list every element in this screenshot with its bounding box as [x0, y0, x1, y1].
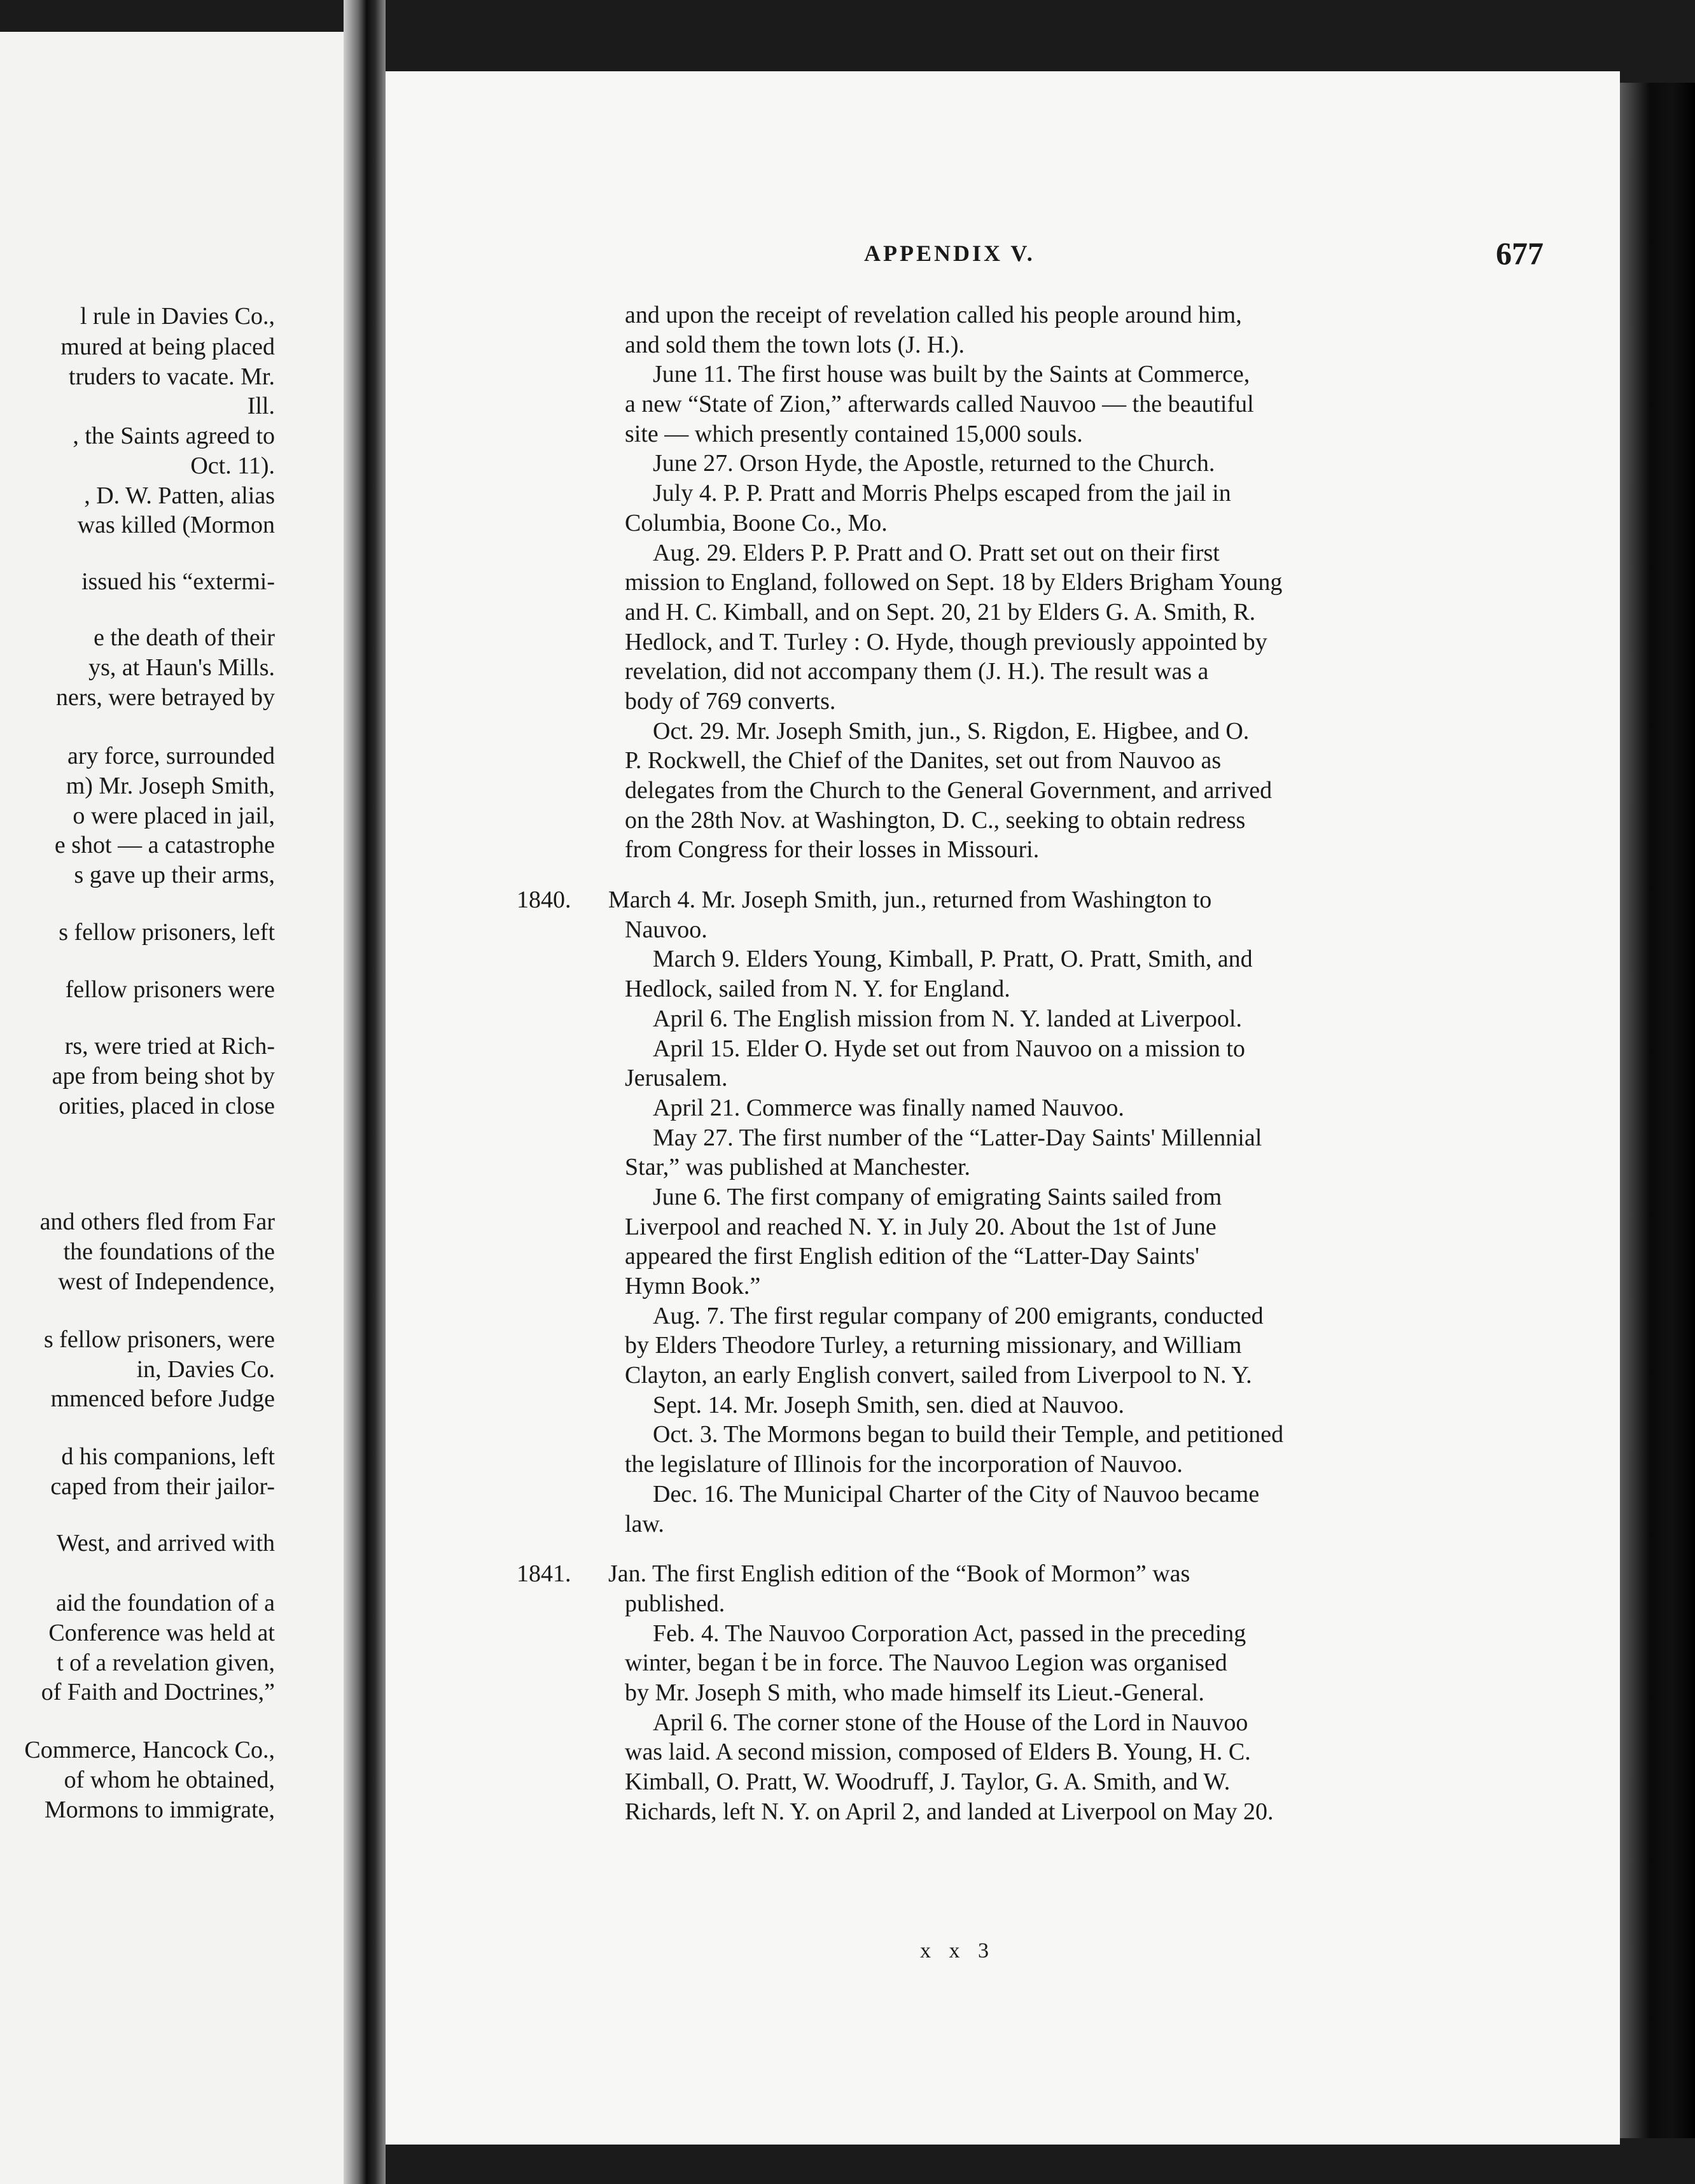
line-text: by Elders Theodore Turley, a returning missionary, and William: [625, 1332, 1242, 1359]
text-line: [386, 1737, 1620, 1767]
text-line: [386, 1271, 1620, 1301]
line-text: Oct. 3. The Mormons began to build their Temple, and petitioned: [653, 1421, 1284, 1448]
left-page-line: the foundations of the: [63, 1238, 275, 1265]
line-text: June 11. The first house was built by the Saints at Commerce,: [653, 361, 1250, 388]
left-page-line: caped from their jailor-: [50, 1473, 275, 1500]
text-line: [386, 915, 1620, 945]
line-text: published.: [625, 1590, 725, 1617]
line-text: Feb. 4. The Nauvoo Corporation Act, passed in the preceding: [653, 1620, 1246, 1647]
line-text: Nauvoo.: [625, 916, 708, 943]
line-text: Aug. 7. The first regular company of 200 emigrants, conducted: [653, 1302, 1264, 1329]
left-page-line: mured at being placed: [60, 333, 275, 360]
page-edge: [1620, 83, 1695, 2138]
text-line: [386, 1767, 1620, 1797]
text-line: [386, 1182, 1620, 1212]
left-page-line: s fellow prisoners, left: [59, 919, 275, 946]
line-text: P. Rockwell, the Chief of the Danites, set out from Nauvoo as: [625, 747, 1222, 774]
left-page-line: Conference was held at: [48, 1620, 275, 1646]
line-text: April 15. Elder O. Hyde set out from Nauvoo on a mission to: [653, 1035, 1245, 1062]
line-text: July 4. P. P. Pratt and Morris Phelps escaped from the jail in: [653, 480, 1231, 507]
left-page-line: Oct. 11).: [190, 452, 275, 479]
left-page-line: was killed (Mormon: [77, 512, 275, 538]
text-line: [386, 538, 1620, 568]
line-text: March 9. Elders Young, Kimball, P. Pratt, O. Pratt, Smith, and: [653, 946, 1253, 973]
text-line: [386, 1212, 1620, 1242]
text-line: [386, 776, 1620, 806]
left-page-line: l rule in Davies Co.,: [80, 303, 275, 330]
left-page-line: m) Mr. Joseph Smith,: [66, 773, 275, 799]
left-page-line: , the Saints agreed to: [73, 423, 275, 449]
line-text: Kimball, O. Pratt, W. Woodruff, J. Taylor, G. A. Smith, and W.: [625, 1768, 1231, 1795]
left-page-line: d his companions, left: [61, 1443, 275, 1470]
left-page-line: o were placed in jail,: [73, 802, 275, 829]
signature-mark: x x 3: [920, 1939, 995, 1963]
line-text: Richards, left N. Y. on April 2, and landed at Liverpool on May 20.: [625, 1798, 1274, 1825]
text-line: [386, 806, 1620, 836]
text-line: [386, 419, 1620, 449]
line-text: April 6. The English mission from N. Y. landed at Liverpool.: [653, 1005, 1242, 1032]
text-line: [386, 717, 1620, 746]
line-text: and upon the receipt of revelation called his people around him,: [625, 302, 1242, 328]
left-page-line: issued his “extermi-: [81, 568, 275, 595]
text-line: [386, 627, 1620, 657]
text-line: [386, 330, 1620, 360]
line-text: body of 769 converts.: [625, 687, 836, 715]
left-page-line: e shot — a catastrophe: [54, 832, 275, 858]
text-line: [386, 687, 1620, 717]
left-page-line: ys, at Haun's Mills.: [88, 654, 275, 681]
left-page-line: Ill.: [247, 393, 275, 419]
text-line: [386, 598, 1620, 627]
text-line: [386, 360, 1620, 389]
text-line: [386, 1242, 1620, 1271]
body-text: [386, 300, 1620, 1826]
line-text: April 6. The corner stone of the House of the Lord in Nauvoo: [653, 1709, 1248, 1736]
text-line: [386, 1708, 1620, 1738]
line-text: by Mr. Joseph S mith, who made himself its Lieut.-General.: [625, 1679, 1204, 1706]
line-text: and sold them the town lots (J. H.).: [625, 331, 965, 358]
left-page-line: s fellow prisoners, were: [43, 1326, 275, 1353]
text-line: [386, 1797, 1620, 1827]
text-line: [386, 974, 1620, 1004]
line-text: Sept. 14. Mr. Joseph Smith, sen. died at Nauvoo.: [653, 1391, 1124, 1418]
left-page-line: orities, placed in close: [59, 1093, 275, 1119]
text-line: [386, 1648, 1620, 1678]
text-line: [386, 389, 1620, 419]
left-page-line: ape from being shot by: [52, 1063, 275, 1089]
left-page-line: aid the foundation of a: [55, 1590, 275, 1616]
line-text: site — which presently contained 15,000 souls.: [625, 420, 1083, 447]
text-line: [386, 449, 1620, 479]
left-page-line: ary force, surrounded: [67, 743, 275, 769]
text-line: [386, 1450, 1620, 1480]
left-page-line: in, Davies Co.: [136, 1356, 275, 1383]
text-line: [386, 885, 1620, 915]
left-page-line: truders to vacate. Mr.: [69, 363, 275, 390]
text-line: [386, 746, 1620, 776]
line-text: Jerusalem.: [625, 1065, 728, 1092]
text-line: [386, 1301, 1620, 1331]
left-page-line: of whom he obtained,: [64, 1767, 275, 1793]
line-text: April 21. Commerce was finally named Nauvoo.: [653, 1094, 1124, 1121]
line-text: Liverpool and reached N. Y. in July 20. About the 1st of June: [625, 1213, 1217, 1240]
line-text: appeared the first English edition of the “Latter-Day Saints': [625, 1243, 1200, 1270]
line-text: Star,” was published at Manchester.: [625, 1154, 971, 1181]
left-page-fragment: [0, 32, 344, 2184]
line-text: Hedlock, and T. Turley : O. Hyde, though previously appointed by: [625, 628, 1267, 655]
line-text: Columbia, Boone Co., Mo.: [625, 509, 888, 536]
text-line: [386, 1093, 1620, 1123]
line-text: June 27. Orson Hyde, the Apostle, returned to the Church.: [653, 450, 1215, 477]
text-line: [386, 300, 1620, 330]
left-page-line: s gave up their arms,: [74, 862, 275, 888]
line-text: delegates from the Church to the General Government, and arrived: [625, 777, 1273, 804]
running-head: APPENDIX V.: [864, 241, 1035, 266]
text-line: [386, 479, 1620, 508]
left-page-line: Mormons to immigrate,: [44, 1796, 275, 1823]
text-line: [386, 1559, 1620, 1589]
left-page-line: Commerce, Hancock Co.,: [24, 1737, 275, 1763]
page-header: [386, 235, 1620, 278]
line-text: Hedlock, sailed from N. Y. for England.: [625, 976, 1010, 1003]
right-page: [386, 71, 1620, 2145]
line-text: March 4. Mr. Joseph Smith, jun., returned from Washington to: [608, 886, 1212, 914]
page-number: 677: [1496, 235, 1544, 271]
text-line: [386, 1589, 1620, 1619]
text-line: [386, 508, 1620, 538]
text-line: [386, 1063, 1620, 1093]
text-line: [386, 1678, 1620, 1708]
line-text: from Congress for their losses in Missouri.: [625, 836, 1040, 864]
line-text: was laid. A second mission, composed of Elders B. Young, H. C.: [625, 1739, 1251, 1766]
line-text: on the 28th Nov. at Washington, D. C., seeking to obtain redress: [625, 806, 1246, 834]
line-text: mission to England, followed on Sept. 18 by Elders Brigham Young: [625, 569, 1283, 596]
text-line: [386, 1152, 1620, 1182]
line-text: Dec. 16. The Municipal Charter of the City of Nauvoo became: [653, 1480, 1260, 1508]
year-label: 1840.: [517, 886, 571, 914]
line-text: Oct. 29. Mr. Joseph Smith, jun., S. Rigdon, E. Higbee, and O.: [653, 717, 1250, 745]
line-text: Jan. The first English edition of the “Book of Mormon” was: [608, 1560, 1190, 1588]
text-line: [386, 1619, 1620, 1649]
line-text: a new “State of Zion,” afterwards called Nauvoo — the beautiful: [625, 391, 1254, 418]
left-page-line: west of Independence,: [58, 1268, 275, 1295]
text-line: [386, 568, 1620, 598]
text-line: [386, 657, 1620, 687]
text-line: [386, 1034, 1620, 1064]
line-text: revelation, did not accompany them (J. H.). The result was a: [625, 658, 1209, 685]
line-text: May 27. The first number of the “Latter-Day Saints' Millennial: [653, 1124, 1262, 1151]
left-page-line: t of a revelation given,: [57, 1649, 275, 1676]
left-page-line: rs, were tried at Rich-: [64, 1033, 275, 1060]
line-text: law.: [625, 1510, 664, 1537]
left-page-line: e the death of their: [94, 624, 275, 651]
book-gutter: [344, 0, 386, 2184]
left-page-line: and others fled from Far: [39, 1208, 275, 1235]
left-page-line: of Faith and Doctrines,”: [41, 1679, 275, 1705]
text-line: [386, 1390, 1620, 1420]
text-line: [386, 1420, 1620, 1450]
text-line: [386, 1004, 1620, 1034]
text-line: [386, 1123, 1620, 1153]
text-line: [386, 1480, 1620, 1509]
left-page-line: West, and arrived with: [56, 1530, 275, 1557]
text-line: [386, 944, 1620, 974]
line-text: Clayton, an early English convert, sailed from Liverpool to N. Y.: [625, 1362, 1252, 1389]
left-page-line: ners, were betrayed by: [56, 684, 275, 711]
text-line: [386, 1331, 1620, 1361]
line-text: Aug. 29. Elders P. P. Pratt and O. Pratt set out on their first: [653, 539, 1220, 566]
line-text: and H. C. Kimball, and on Sept. 20, 21 by Elders G. A. Smith, R.: [625, 598, 1256, 626]
left-page-line: fellow prisoners were: [65, 976, 275, 1003]
text-line: [386, 1361, 1620, 1390]
left-page-line: mmenced before Judge: [50, 1385, 275, 1412]
text-line: [386, 835, 1620, 865]
text-line: [386, 1509, 1620, 1539]
line-text: winter, began ṫ be in force. The Nauvoo Legion was organised: [625, 1649, 1227, 1677]
line-text: June 6. The first company of emigrating Saints sailed from: [653, 1183, 1222, 1210]
line-text: Hymn Book.”: [625, 1273, 761, 1299]
year-label: 1841.: [517, 1560, 571, 1588]
left-page-line: , D. W. Patten, alias: [84, 482, 275, 509]
line-text: the legislature of Illinois for the incorporation of Nauvoo.: [625, 1451, 1183, 1478]
